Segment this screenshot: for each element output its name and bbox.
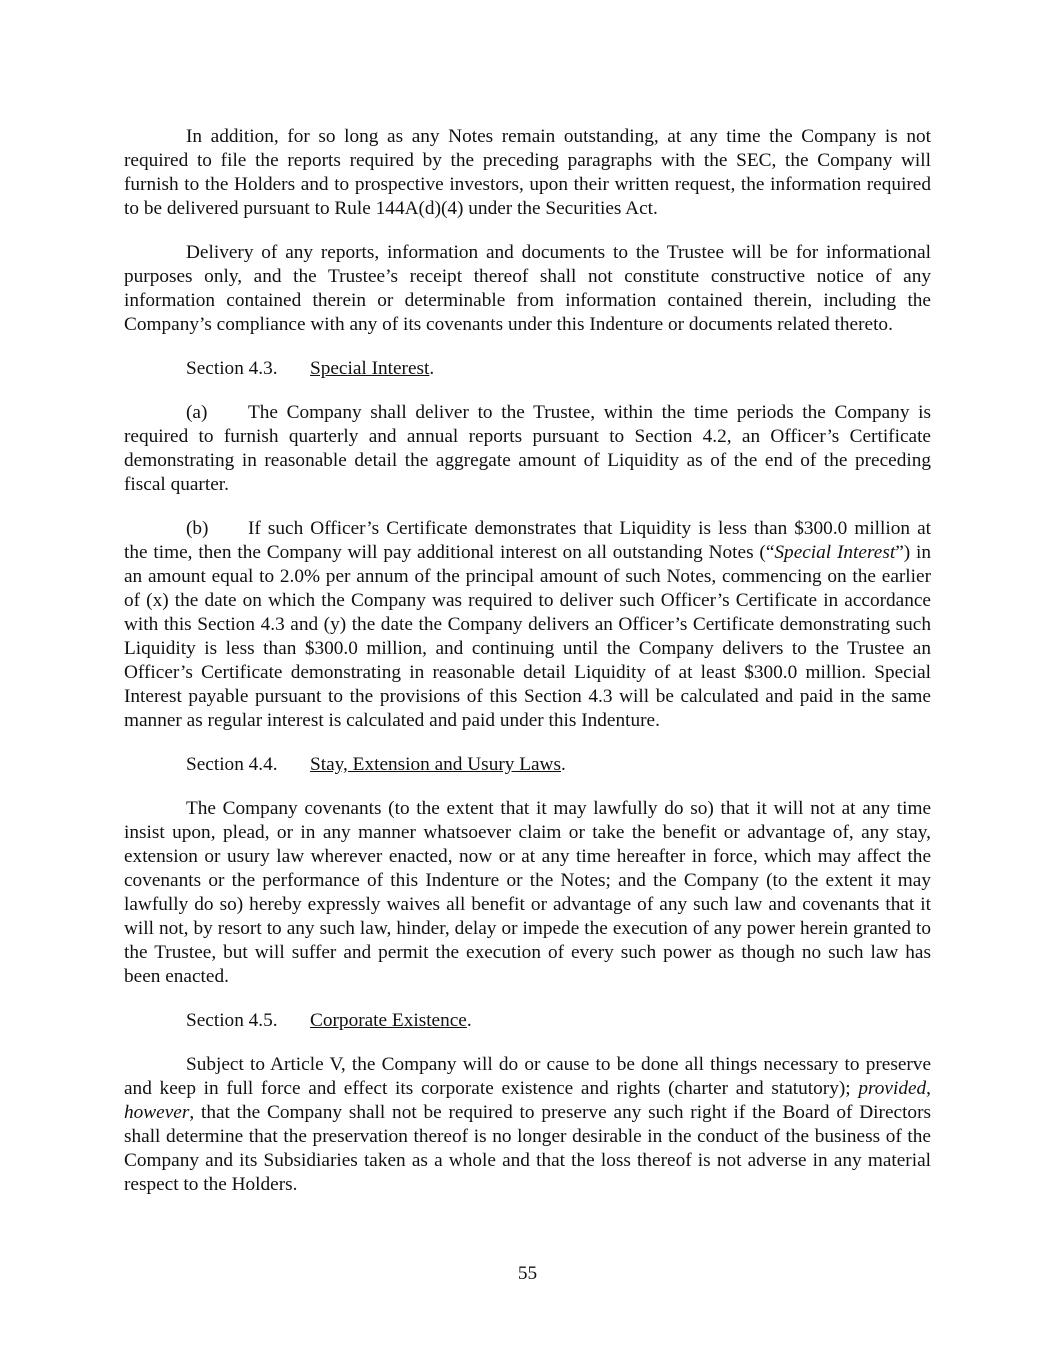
- section-title: Corporate Existence: [310, 1010, 467, 1031]
- section-4-4-heading: [124, 753, 931, 777]
- section-title-period: .: [466, 1010, 472, 1031]
- item-text-before: If such Officer’s Certificate demonstrates that Liquidity is less than $300.0 million at the time, then the Company will pay additional interest on all outstanding Notes (“: [124, 518, 931, 563]
- page-number: 55: [517, 1263, 538, 1284]
- defined-term-special-interest: Special Interest: [774, 542, 896, 563]
- italic-however: however: [124, 1102, 190, 1123]
- section-number: Section 4.4.: [186, 754, 278, 775]
- item-label: (a): [186, 402, 208, 423]
- section-4-3-heading: [124, 357, 931, 381]
- section-number: Section 4.5.: [186, 1010, 278, 1031]
- paragraph-notes-reporting: In addition, for so long as any Notes remain outstanding, at any time the Company is not required to file the reports required by the preceding paragraphs with the SEC, the Company will furnish to the Holders and to prospective investors, upon their written request, the information required to be delivered pursuant to Rule 144A(d)(4) under the Securities Act.: [124, 126, 931, 219]
- section-title-period: .: [429, 358, 435, 379]
- body-text-before: Subject to Article V, the Company will do or cause to be done all things necessary to preserve and keep in full force and effect its corporate existence and rights (charter and statutory);: [124, 1054, 931, 1099]
- section-title: Special Interest: [310, 358, 430, 379]
- section-4-4-body: The Company covenants (to the extent that it may lawfully do so) that it will not at any time insist upon, plead, or in any manner whatsoever claim or take the benefit or advantage of, any stay, extension or usury law wherever enacted, now or at any time hereafter in force, which may affect the covenants or the performance of this Indenture or the Notes; and the Company (to the extent it may lawfully do so) hereby expressly waives all benefit or advantage of any such law and covenants that it will not, by resort to any such law, hinder, delay or impede the execution of any power herein granted to the Trustee, but will suffer and permit the execution of every such power as though no such law has been enacted.: [124, 798, 931, 987]
- section-4-5-body: [124, 1053, 931, 1197]
- body-text-after: , that the Company shall not be required to preserve any such right if the Board of Directors shall determine that the preservation thereof is no longer desirable in the conduct of the business of the Company and its Subsidiaries taken as a whole and that the loss thereof is not adverse in any material respect to the Holders.: [124, 1102, 931, 1195]
- paragraph-delivery-of-reports: Delivery of any reports, information and documents to the Trustee will be for informational purposes only, and the Trustee’s receipt thereof shall not constitute constructive notice of any information contained therein or determinable from information contained therein, including the Company’s compliance with any of its covenants under this Indenture or documents related thereto.: [124, 242, 931, 335]
- section-title: Stay, Extension and Usury Laws: [310, 754, 561, 775]
- item-text-after: ”) in an amount equal to 2.0% per annum of the principal amount of such Notes, commencing on the earlier of (x) the date on which the Company was required to deliver such Officer’s Certificate in accordance with this Section 4.3 and (y) the date the Company delivers an Officer’s Certificate demonstrating such Liquidity is less than $300.0 million, and continuing until the Company delivers to the Trustee an Officer’s Certificate demonstrating in reasonable detail Liquidity of at least $300.0 million. Special Interest payable pursuant to the provisions of this Section 4.3 will be calculated and paid in the same manner as regular interest is calculated and paid under this Indenture.: [124, 542, 931, 731]
- comma: ,: [926, 1078, 931, 1099]
- section-4-3-item-a: [124, 401, 931, 497]
- item-label: (b): [186, 518, 209, 539]
- section-number: Section 4.3.: [186, 358, 278, 379]
- section-4-5-heading: [124, 1009, 931, 1033]
- document-page: [124, 125, 931, 1217]
- section-title-period: .: [560, 754, 566, 775]
- italic-provided: provided: [858, 1078, 927, 1099]
- section-4-3-item-b: [124, 517, 931, 733]
- item-text: The Company shall deliver to the Trustee, within the time periods the Company is required to furnish quarterly and annual reports pursuant to Section 4.2, an Officer’s Certificate demonstrating in reasonable detail the aggregate amount of Liquidity as of the end of the preceding fiscal quarter.: [124, 402, 931, 495]
